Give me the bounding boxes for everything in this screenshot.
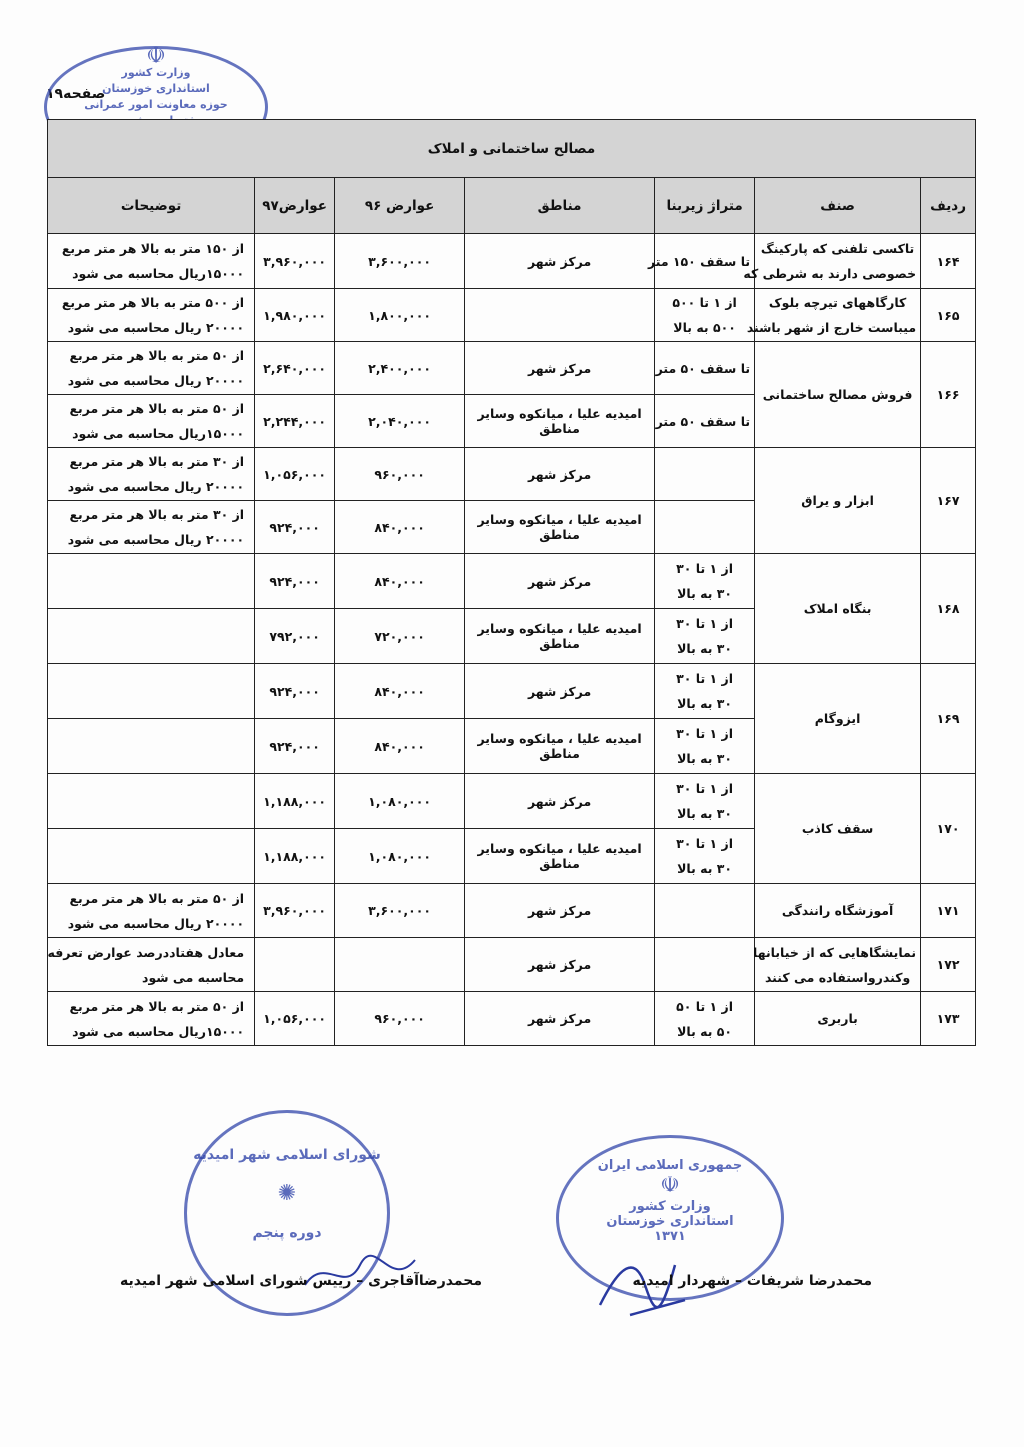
cell-line: از ۱ تا ۳۰ bbox=[676, 781, 734, 796]
cell-row-no: ۱۶۸ bbox=[921, 554, 976, 664]
cell-fee96: ۹۶۰,۰۰۰ bbox=[335, 992, 465, 1046]
cell-fee96: ۱,۰۸۰,۰۰۰ bbox=[335, 829, 465, 884]
cell-line: تاکسی تلفنی که پارکینگ bbox=[760, 241, 915, 256]
cell-fee97: ۹۲۴,۰۰۰ bbox=[255, 664, 335, 719]
table-row bbox=[48, 554, 976, 609]
header-fee96: عوارض ۹۶ bbox=[335, 178, 465, 234]
cell-row-no: ۱۶۷ bbox=[921, 448, 976, 554]
table-row bbox=[48, 448, 976, 501]
cell-notes bbox=[48, 829, 255, 884]
cell-row-no: ۱۷۰ bbox=[921, 774, 976, 884]
mayor-signature-label: محمدرضا شریفات – شهردار امیدیه bbox=[632, 1273, 872, 1289]
cell-fee97: ۹۲۴,۰۰۰ bbox=[255, 501, 335, 554]
cell-notes bbox=[48, 554, 255, 609]
cell-line: ۲۰۰۰۰ ریال محاسبه می شود bbox=[67, 373, 245, 388]
cell-area bbox=[647, 234, 755, 289]
table-row bbox=[48, 774, 976, 829]
header-row-no: ردیف bbox=[921, 178, 976, 234]
cell-line: آموزشگاه رانندگی bbox=[781, 903, 894, 918]
cell-notes bbox=[48, 664, 255, 719]
cell-line: از ۱ تا ۳۰ bbox=[676, 616, 734, 631]
stamp-top-line: استانداری خوزستان bbox=[102, 82, 210, 95]
table-title: مصالح ساختمانی و املاک bbox=[48, 120, 976, 178]
cell-line: ۱۵۰۰۰ریال محاسبه می شود bbox=[72, 266, 245, 281]
cell-line: از ۱۵۰ متر به بالا هر متر مربع bbox=[61, 241, 245, 256]
cell-region: امیدیه علیا ، میانکوه وسایر مناطق bbox=[465, 829, 655, 884]
cell-area bbox=[655, 554, 755, 609]
cell-line: از ۱ تا ۳۰ bbox=[676, 671, 734, 686]
cell-notes bbox=[48, 992, 255, 1046]
stamp-right-line: جمهوری اسلامی ایران bbox=[597, 1158, 743, 1173]
cell-fee96: ۸۴۰,۰۰۰ bbox=[335, 719, 465, 774]
cell-line: میباست خارج از شهر باشند bbox=[746, 320, 917, 335]
cell-line: باربری bbox=[817, 1011, 858, 1026]
cell-fee97: ۱,۰۵۶,۰۰۰ bbox=[255, 448, 335, 501]
cell-notes bbox=[48, 234, 255, 289]
cell-region: مرکز شهر bbox=[465, 448, 655, 501]
cell-fee96 bbox=[335, 938, 465, 992]
cell-area bbox=[655, 609, 755, 664]
cell-region: مرکز شهر bbox=[465, 342, 655, 395]
cell-line: ۳۰ به بالا bbox=[677, 641, 733, 656]
cell-line: ۲۰۰۰۰ ریال محاسبه می شود bbox=[67, 915, 245, 931]
cell-line: از ۳۰ متر به بالا هر متر مربع bbox=[69, 507, 245, 522]
cell-line: از ۱ تا ۵۰۰ bbox=[672, 295, 737, 310]
table-row bbox=[48, 884, 976, 938]
cell-area bbox=[655, 289, 755, 342]
council-signature-label: محمدرضاآقاجری – رییس شورای اسلامی شهر امیدیه bbox=[120, 1273, 482, 1289]
cell-region bbox=[465, 289, 655, 342]
cell-category bbox=[755, 342, 921, 448]
cell-notes bbox=[48, 774, 255, 829]
cell-line: خصوصی دارند به شرطی که bbox=[743, 266, 917, 281]
cell-line: تا سقف ۵۰ متر bbox=[655, 360, 751, 376]
cell-region: مرکز شهر bbox=[465, 884, 655, 938]
cell-area bbox=[655, 448, 755, 501]
cell-line: کارگاههای تیرچه بلوک bbox=[768, 295, 907, 310]
cell-region: امیدیه علیا ، میانکوه وسایر مناطق bbox=[465, 719, 655, 774]
stamp-top-line: وزارت کشور bbox=[121, 66, 191, 79]
cell-fee97: ۳,۹۶۰,۰۰۰ bbox=[255, 234, 335, 289]
table-row bbox=[48, 289, 976, 342]
cell-fee97: ۱,۱۸۸,۰۰۰ bbox=[255, 829, 335, 884]
cell-line: ۳۰ به بالا bbox=[677, 586, 733, 601]
cell-notes bbox=[48, 609, 255, 664]
cell-category bbox=[743, 234, 921, 289]
cell-line: ۱۵۰۰۰ریال محاسبه می شود bbox=[72, 1023, 245, 1039]
stamp-right-line: ۱۳۷۱ bbox=[654, 1229, 686, 1244]
cell-line: ۱۵۰۰۰ریال محاسبه می شود bbox=[72, 426, 245, 441]
iran-emblem-icon: ☫ bbox=[146, 44, 166, 69]
cell-line: سقف کاذب bbox=[801, 821, 874, 836]
header-notes: توضیحات bbox=[48, 178, 255, 234]
cell-row-no: ۱۶۵ bbox=[921, 289, 976, 342]
cell-line: از ۱ تا ۳۰ bbox=[676, 836, 734, 851]
cell-line: از ۱ تا ۵۰ bbox=[676, 998, 734, 1014]
cell-region: مرکز شهر bbox=[465, 234, 655, 289]
cell-line: فروش مصالح ساختمانی bbox=[762, 387, 913, 402]
table-row bbox=[48, 664, 976, 719]
cell-line: ۲۰۰۰۰ ریال محاسبه می شود bbox=[67, 479, 245, 494]
cell-area bbox=[655, 719, 755, 774]
header-area: متراژ زیربنا bbox=[655, 178, 755, 234]
cell-line: ۳۰ به بالا bbox=[677, 806, 733, 821]
cell-line: معادل هفتاددرصد عوارض تعرفه bbox=[47, 944, 245, 960]
cell-row-no: ۱۷۱ bbox=[921, 884, 976, 938]
header-category: صنف bbox=[755, 178, 921, 234]
cell-category bbox=[755, 884, 921, 938]
cell-notes bbox=[48, 938, 255, 992]
cell-line: از ۵۰۰ متر به بالا هر متر مربع bbox=[61, 295, 245, 310]
page-number: صفحه۱۹ bbox=[46, 86, 106, 102]
cell-line: از ۵۰ متر به بالا هر متر مربع bbox=[69, 890, 245, 906]
cell-line: ۵۰۰ به بالا bbox=[673, 320, 736, 335]
cell-area bbox=[655, 501, 755, 554]
cell-line: ۲۰۰۰۰ ریال محاسبه می شود bbox=[67, 532, 245, 547]
cell-fee96: ۱,۰۸۰,۰۰۰ bbox=[335, 774, 465, 829]
cell-line: بنگاه املاک bbox=[803, 601, 872, 616]
stamp-left-line: دوره پنجم bbox=[252, 1225, 322, 1241]
cell-line: محاسبه می شود bbox=[142, 969, 245, 985]
cell-notes bbox=[48, 289, 255, 342]
cell-notes bbox=[48, 342, 255, 395]
cell-region: امیدیه علیا ، میانکوه وسایر مناطق bbox=[465, 395, 655, 448]
cell-line: از ۵۰ متر به بالا هر متر مربع bbox=[69, 401, 245, 416]
cell-region: مرکز شهر bbox=[465, 992, 655, 1046]
cell-area bbox=[655, 992, 755, 1046]
header-region: مناطق bbox=[465, 178, 655, 234]
cell-line: از ۵۰ متر به بالا هر متر مربع bbox=[69, 998, 245, 1014]
cell-fee96: ۸۴۰,۰۰۰ bbox=[335, 554, 465, 609]
cell-fee97: ۹۲۴,۰۰۰ bbox=[255, 719, 335, 774]
cell-row-no: ۱۶۶ bbox=[921, 342, 976, 448]
cell-line: ۲۰۰۰۰ ریال محاسبه می شود bbox=[67, 320, 245, 335]
cell-area bbox=[655, 395, 755, 448]
fees-table-container bbox=[47, 119, 975, 1046]
cell-fee96: ۳,۶۰۰,۰۰۰ bbox=[335, 234, 465, 289]
cell-fee97: ۳,۹۶۰,۰۰۰ bbox=[255, 884, 335, 938]
cell-line: از ۳۰ متر به بالا هر متر مربع bbox=[69, 454, 245, 469]
cell-region: مرکز شهر bbox=[465, 554, 655, 609]
table-row bbox=[48, 234, 976, 289]
cell-notes bbox=[48, 501, 255, 554]
cell-fee96: ۸۴۰,۰۰۰ bbox=[335, 501, 465, 554]
cell-line: ۳۰ به بالا bbox=[677, 861, 733, 876]
table-header-row bbox=[48, 178, 976, 234]
cell-line: ۵۰ به بالا bbox=[677, 1023, 733, 1039]
council-emblem-icon: ✺ bbox=[277, 1181, 297, 1206]
cell-line: نمایشگاهایی که از خیابانها bbox=[753, 944, 917, 960]
cell-line: تا سقف ۱۵۰ متر bbox=[647, 253, 751, 269]
stamp-top-line: حوزه معاونت امور عمرانی bbox=[84, 98, 228, 111]
cell-line: تا سقف ۵۰ متر bbox=[655, 413, 751, 429]
cell-row-no: ۱۷۲ bbox=[921, 938, 976, 992]
cell-fee97: ۱,۱۸۸,۰۰۰ bbox=[255, 774, 335, 829]
stamp-right-line: وزارت کشور bbox=[629, 1199, 711, 1214]
cell-category bbox=[746, 289, 921, 342]
cell-fee96: ۲,۴۰۰,۰۰۰ bbox=[335, 342, 465, 395]
stamp-left-line: شورای اسلامی شهر امیدیه bbox=[193, 1147, 381, 1163]
cell-line: از ۱ تا ۳۰ bbox=[676, 726, 734, 741]
cell-region: امیدیه علیا ، میانکوه وسایر مناطق bbox=[465, 501, 655, 554]
cell-area bbox=[655, 774, 755, 829]
cell-category bbox=[755, 938, 921, 992]
cell-fee97: ۹۲۴,۰۰۰ bbox=[255, 554, 335, 609]
cell-notes bbox=[48, 448, 255, 501]
header-fee97: عوارض۹۷ bbox=[255, 178, 335, 234]
cell-category bbox=[755, 448, 921, 554]
table-title-row bbox=[48, 120, 976, 178]
cell-fee97: ۷۹۲,۰۰۰ bbox=[255, 609, 335, 664]
cell-region: مرکز شهر bbox=[465, 774, 655, 829]
cell-fee96: ۹۶۰,۰۰۰ bbox=[335, 448, 465, 501]
table-row bbox=[48, 992, 976, 1046]
cell-category bbox=[755, 774, 921, 884]
cell-region: مرکز شهر bbox=[465, 664, 655, 719]
cell-fee96: ۳,۶۰۰,۰۰۰ bbox=[335, 884, 465, 938]
stamp-right-line: استانداری خوزستان bbox=[606, 1214, 734, 1229]
cell-region: امیدیه علیا ، میانکوه وسایر مناطق bbox=[465, 609, 655, 664]
cell-fee97 bbox=[255, 938, 335, 992]
iran-emblem-icon: ☫ bbox=[660, 1173, 680, 1198]
cell-area bbox=[655, 884, 755, 938]
cell-fee97: ۲,۶۴۰,۰۰۰ bbox=[255, 342, 335, 395]
cell-line: ۳۰ به بالا bbox=[677, 751, 733, 766]
cell-line: از ۱ تا ۳۰ bbox=[676, 561, 734, 576]
cell-fee96: ۲,۰۴۰,۰۰۰ bbox=[335, 395, 465, 448]
cell-line: ۳۰ به بالا bbox=[677, 696, 733, 711]
cell-row-no: ۱۶۹ bbox=[921, 664, 976, 774]
cell-area bbox=[655, 664, 755, 719]
cell-fee96: ۸۴۰,۰۰۰ bbox=[335, 664, 465, 719]
cell-notes bbox=[48, 719, 255, 774]
cell-area bbox=[655, 938, 755, 992]
cell-line: ایزوگام bbox=[814, 711, 861, 726]
cell-category bbox=[755, 992, 921, 1046]
table-row bbox=[48, 938, 976, 992]
cell-notes bbox=[48, 395, 255, 448]
cell-fee96: ۷۲۰,۰۰۰ bbox=[335, 609, 465, 664]
cell-fee96: ۱,۸۰۰,۰۰۰ bbox=[335, 289, 465, 342]
cell-region: مرکز شهر bbox=[465, 938, 655, 992]
cell-category bbox=[755, 664, 921, 774]
cell-line: وکندرواستفاده می کنند bbox=[764, 969, 911, 985]
cell-fee97: ۲,۲۴۴,۰۰۰ bbox=[255, 395, 335, 448]
cell-fee97: ۱,۰۵۶,۰۰۰ bbox=[255, 992, 335, 1046]
cell-area bbox=[655, 342, 755, 395]
table-row bbox=[48, 342, 976, 395]
fees-table bbox=[47, 119, 976, 1046]
cell-line: از ۵۰ متر به بالا هر متر مربع bbox=[69, 348, 245, 363]
cell-line: ابزار و یراق bbox=[801, 493, 874, 508]
cell-row-no: ۱۷۳ bbox=[921, 992, 976, 1046]
cell-row-no: ۱۶۴ bbox=[921, 234, 976, 289]
cell-fee97: ۱,۹۸۰,۰۰۰ bbox=[255, 289, 335, 342]
cell-area bbox=[655, 829, 755, 884]
cell-notes bbox=[48, 884, 255, 938]
cell-category bbox=[755, 554, 921, 664]
